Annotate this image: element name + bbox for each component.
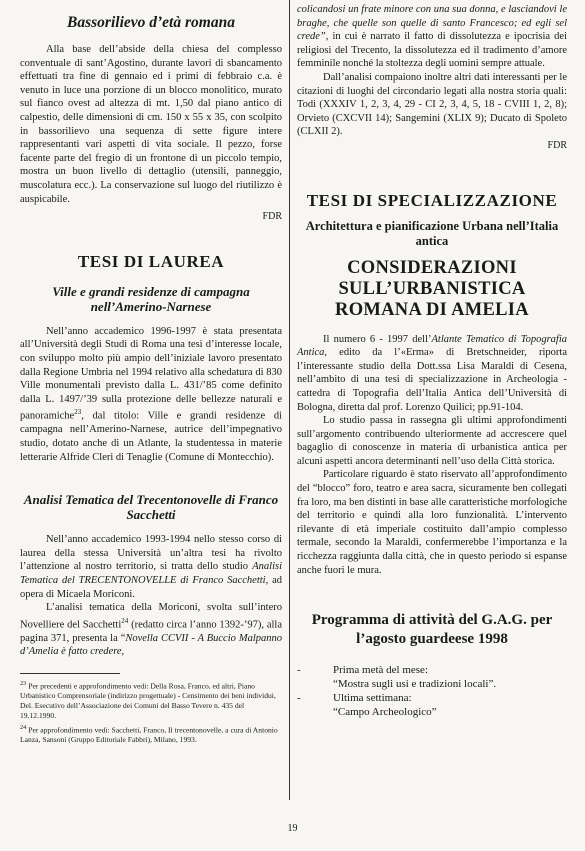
considerazioni-title: CONSIDERAZIONI SULL’URBANISTICA ROMANA DI AMELIA (335, 257, 529, 320)
bassorilievo-title: Bassorilievo d’età romana (67, 14, 235, 31)
specializzazione-subtitle: Architettura e pianificazione Urbana nell’Italia antica (305, 218, 559, 248)
ville-title: Ville e grandi residenze di campagna nell’Amerino-Narnese (52, 283, 250, 314)
bassorilievo-text: Alla base dell’abside della chiesa del complesso conventuale di sant’Agostino, durante lavori di sbancamento effettuati tra fine di gennaio ed i primi di febbraio c.a. è venuto in luce una porzione di un blocco monolitico, murato sul fianco ovest ad altezza di mt. 1,50 dal piano antico di calpestio, delle dimensioni di cm. 150 x 55 x 35, con scolpito in bassorilievo una sequenza di sette figure intere rappresentanti vari aspetti di vita sociale. Il pezzo, forse facente parte del fregio di un frontone di un piccolo tempio, mostra un buon livello di dettaglio (utensili, panneggio, muscolatura ecc.). La conservazione sul luogo del riutilizzo è auspicabile. (20, 44, 282, 205)
considerazioni-paragraph-3: Particolare riguardo è stato riservato all’approfondimento del “blocco” foro, teatro e area sacra, sicuramente ben collegati fra loro, ma ben distinti in base alle caratteristiche morfologiche del territorio e quindi alla loro funzionalità. L’intervento rilevante di età imperiale costituito dall’ampio complesso termale, secondo la Maraldi, confermerebbe l’importanza e la ricchezza raggiunta dalla città, che in questo periodo si espanse anche fuori le mura. (297, 469, 567, 576)
footnote-24: $^{24}$ Per approfondimento vedi: Sacchetti, Franco, Il trecentonovelle, a cura di Antonio Lanza, Sansoni (Gruppo Editoriale Fabbri), Milano, 1993. (20, 723, 278, 745)
tesi-laurea-heading: TESI DI LAUREA (77, 251, 225, 271)
analisi-paragraph-2: L’analisi tematica della Moriconi, svolta sull’intero Novelliere del Sacchetti$^{24}$ (redatto circa l’anno 1392-’97), alla pagina 371, presenta la “Novella CCVII - A Buccio Malpanno d’Amelia è fatto credere, (20, 602, 282, 658)
analisi-signature: FDR (547, 139, 567, 151)
analisi-title: Analisi Tematica del Trecentonovelle di Franco Sacchetti (23, 492, 279, 523)
left-column (20, 0, 282, 745)
right-column (297, 0, 567, 719)
footnote-ref-24: 24 (121, 616, 129, 625)
list-item: - Ultima settimana: (297, 692, 412, 705)
considerazioni-paragraph-2: Lo studio passa in rassegna gli ultimi approfondimenti sull’argomento contribuendo ulteriormente ad accrescere quel bagaglio di conoscenze in materia di urbanistica antica per alcuni aspetti ancora determinanti nell’uso della Città storica. (297, 415, 567, 467)
analisi-paragraph-1: Nell’anno accademico 1993-1994 nello stesso corso di laurea della stessa Università un’altra tesi ha rivolto l’attenzione al nostro territorio, si tratta dello studio Analisi Tematica del TRECENTONOVELLE di Franco Sacchetti, ad opera di Micaela Moriconi. (20, 534, 282, 600)
ville-text: Nell’anno accademico 1996-1997 è stata presentata all’Università degli Studi di Roma una tesi d’interesse locale, con sviluppo molto più ampio dell’iniziale lavoro presentato dalla Regione Umbria nel 1994 relativo alla schedatura di 830 Ville monumentali previsto dalla L. 431/’85 come definito dalla L. 1497/’39 sulla protezione delle bellezze naturali e panoramiche$^{23}$, dal titolo: Ville e grandi residenze di campagna nell’Amerino-Narnese, autrice dell’impegnativo studio, dotato anche di un Atlante, la studentessa in materie letterarie Alfride Cleri di Tenaglie (Comune di Montecchio). (20, 325, 282, 463)
list-item: “Campo Archeologico” (333, 706, 437, 719)
luoghi-paragraph: Dall’analisi compaiono inoltre altri dati interessanti per le citazioni di luoghi del circondario legati alla nostra storia quali: Todi (XXXIV 1, 2, 3, 4, 29 - CI 2, 3, 4, 5, 18 - CVIII 1, 2, 8); Orvieto (CXCVII 14); Sangemini (XLIX 9); Ducato di Spoleto (CLXII 2). (297, 71, 567, 138)
considerazioni-paragraph-1: Il numero 6 - 1997 dell’Atlante Tematico di Topografia Antica, edito da l’«Erma» di Bretschneider, riporta l’interessante studio della Dott.ssa Lisa Maraldi di Cesena, nell’ambito di una tesi di specializzazione in Archeologia - cattedra di Topografia dell’Italia Antica dell’Università di Bologna, diretta dal prof. Lorenzo Quilici; pp.91-104. (297, 333, 567, 413)
footnote-rule (20, 673, 120, 674)
programma-list (297, 663, 567, 719)
list-item: - Prima metà del mese: (297, 664, 428, 677)
programma-title: Programma di attività del G.A.G. per l’agosto guardeese 1998 (311, 612, 553, 648)
page-number: 19 (287, 823, 298, 834)
bassorilievo-signature: FDR (262, 211, 282, 223)
list-item: “Mostra sugli usi e tradizioni locali”. (333, 678, 497, 691)
tesi-specializzazione-heading: TESI DI SPECIALIZZAZIONE (306, 190, 558, 210)
footnote-23: $^{23}$ Per precedenti e approfondimento vedi: Della Rosa, Franco, ed altri, Piano Urbanistico Comprensoriale (indirizzo progettuale) - Censimento dei beni individui, Del. Esecutivo dell’Associazione dei Comuni del Basso Tevere n. 435 del 19.12.1990. (20, 680, 276, 720)
footnote-ref-23: 23 (74, 408, 82, 417)
column-divider (289, 0, 290, 800)
novella-continuation: colicandosi un frate minore con una sua donna, e lasciandovi le braghe, che quelle son quelle di santo Francesco; ed egli sel crede”, in cui è narrato il fatto di dissolutezza e ipocrisia dei religiosi del Trecento, la dissolutezza ed il tradimento d’amore femminile nonché la stoltezza degli uomini sempre attuale. (297, 4, 567, 70)
